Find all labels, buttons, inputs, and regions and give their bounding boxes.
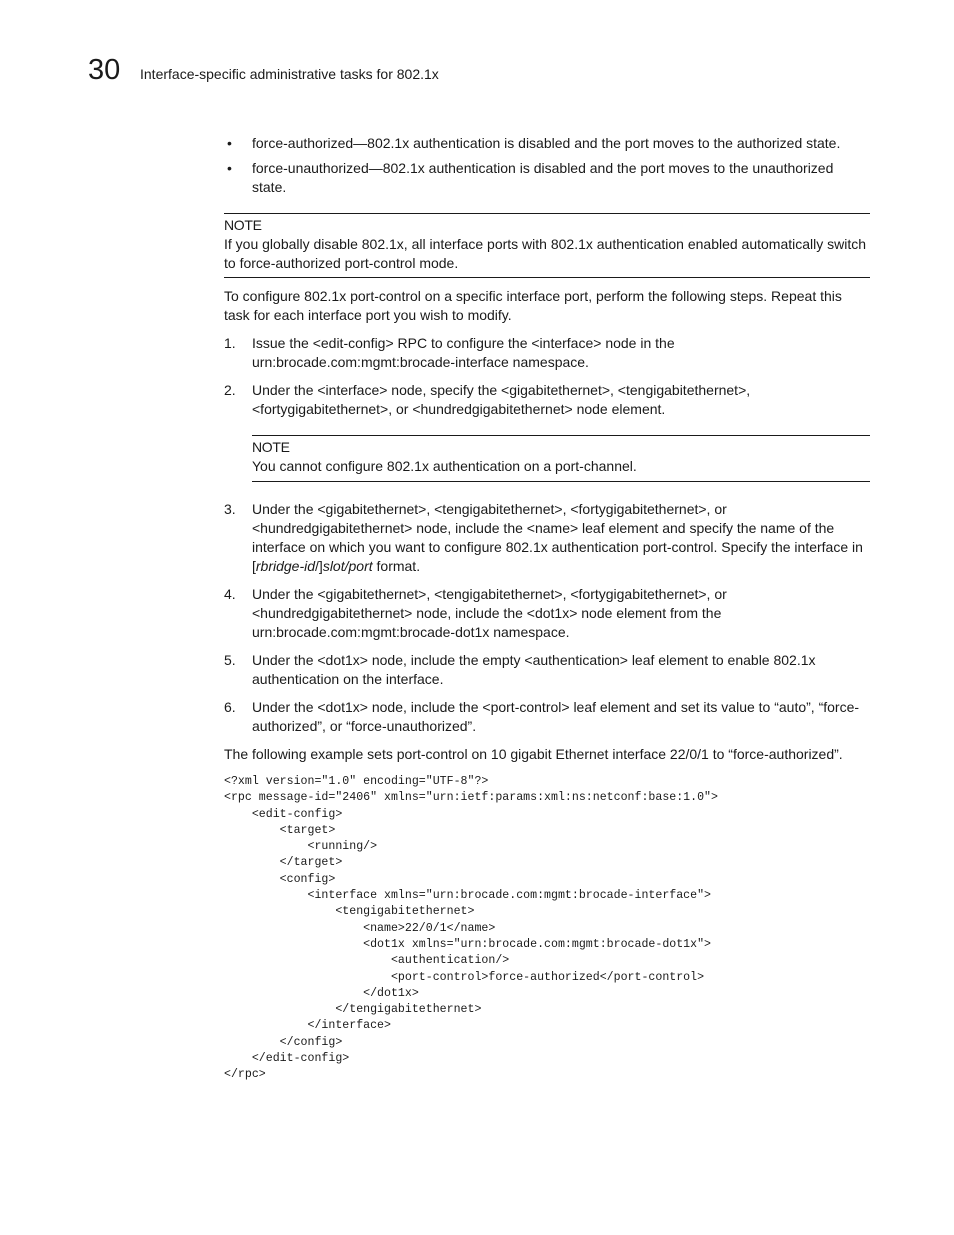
code-example: <?xml version="1.0" encoding="UTF-8"?> <rpc message-id="2406" xmlns="urn:ietf:params:xml:ns:netconf:base:1.0"> <edit-config> <target> <running/> </target> <config> <interface xmlns="urn:brocade.com:mgmt:brocade-interface"> <tengigabitethernet> <name>22/0/1</name> <dot1x xmlns="urn:brocade.com:mgmt:brocade-dot1x"> <authentication/> <port-control>force-authorized</port-control> </dot1x> </tengigabitethernet> </interface> </config> </edit-config> </rpc> xyxy=(224,775,718,1082)
step-number: 3. xyxy=(224,501,236,517)
steps-list xyxy=(224,334,870,419)
note-text: You cannot configure 802.1x authentication on a port-channel. xyxy=(252,458,637,474)
bullet-icon: • xyxy=(227,160,232,176)
list-item xyxy=(224,159,870,197)
step-text: Under the <interface> node, specify the <gigabitethernet>, <tengigabitethernet>, <fortygigabitethernet>, or <hundredgigabitethernet> node element. xyxy=(252,382,751,417)
step-text: Under the <gigabitethernet>, <tengigabitethernet>, <fortygigabitethernet>, or <hundredgigabitethernet> node, include the <name> leaf element and specify the name of the interface on which you want to configure 802.1x authentication port-control. Specify the interface in [rbridge-id/]slot/port format. xyxy=(252,501,863,574)
running-title: Interface-specific administrative tasks for 802.1x xyxy=(140,66,439,82)
step-text: Issue the <edit-config> RPC to configure the <interface> node in the urn:brocade.com:mgmt:brocade-interface namespace. xyxy=(252,335,675,370)
step-number: 5. xyxy=(224,652,236,668)
step-number: 4. xyxy=(224,586,236,602)
step-text: Under the <gigabitethernet>, <tengigabitethernet>, <fortygigabitethernet>, or <hundredgigabitethernet> node, include the <dot1x> node element from the urn:brocade.com:mgmt:brocade-dot1x namespace. xyxy=(252,586,727,640)
steps-list-continued xyxy=(224,500,870,736)
chapter-number: 30 xyxy=(88,54,121,86)
bullet-text: force-authorized—802.1x authentication is disabled and the port moves to the authorized state. xyxy=(252,135,841,151)
step-item xyxy=(224,500,870,576)
step-number: 1. xyxy=(224,335,236,351)
page-body xyxy=(224,134,870,1084)
intro-paragraph: To configure 802.1x port-control on a specific interface port, perform the following steps. Repeat this task for each interface port you wish to modify. xyxy=(224,288,842,323)
example-intro: The following example sets port-control on 10 gigabit Ethernet interface 22/0/1 to “force-authorized”. xyxy=(224,746,843,762)
note-box xyxy=(224,213,870,278)
step-item xyxy=(224,334,870,372)
step-item xyxy=(224,381,870,419)
port-control-bullet-list xyxy=(224,134,870,197)
note-box xyxy=(252,435,870,482)
note-label: NOTE xyxy=(252,439,290,455)
step-number: 2. xyxy=(224,382,236,398)
note-text: If you globally disable 802.1x, all interface ports with 802.1x authentication enabled automatically switch to force-authorized port-control mode. xyxy=(224,236,867,271)
step-item xyxy=(224,651,870,689)
note-label: NOTE xyxy=(224,217,262,233)
list-item xyxy=(224,134,870,153)
step-item xyxy=(224,585,870,642)
bullet-icon: • xyxy=(227,135,232,151)
step-text: Under the <dot1x> node, include the empty <authentication> leaf element to enable 802.1x authentication on the interface. xyxy=(252,652,816,687)
step-number: 6. xyxy=(224,699,236,715)
step-text: Under the <dot1x> node, include the <port-control> leaf element and set its value to “auto”, “force-authorized”, or “force-unauthorized”. xyxy=(252,699,860,734)
step-item xyxy=(224,698,870,736)
bullet-text: force-unauthorized—802.1x authentication is disabled and the port moves to the unauthorized state. xyxy=(252,160,834,195)
